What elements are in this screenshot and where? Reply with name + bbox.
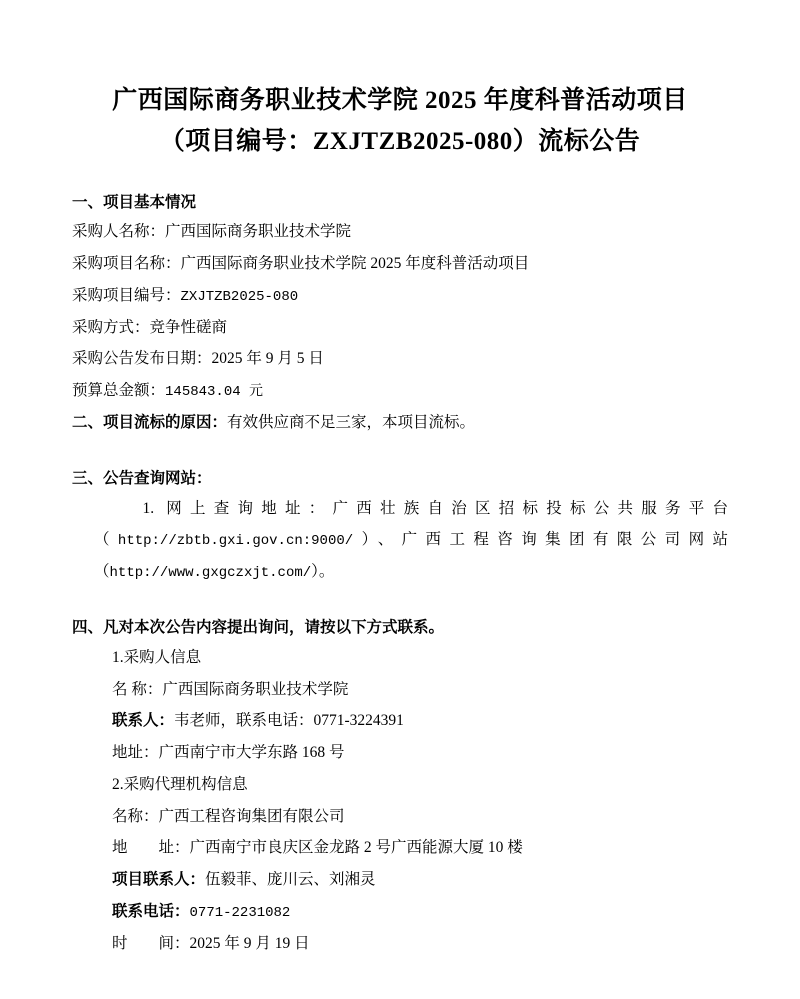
field-procurement-method [72, 312, 728, 344]
section-3-url-b[interactable]: http://www.gxgczxjt.com/ [109, 565, 312, 582]
field-project-name [72, 248, 728, 280]
section-3-text-a: 网上查询地址：广西壮族自治区招标投标公共服务平台（ [94, 499, 728, 549]
section-2-text: 有效供应商不足三家，本项目流标。 [227, 413, 476, 431]
title-line-1: 广西国际商务职业技术学院 2025 年度科普活动项目 [112, 87, 688, 114]
section-3-heading: 三、公告查询网站： [72, 469, 212, 487]
purchaser-contact-label: 联系人： [112, 712, 175, 730]
agency-name-value: 广西工程咨询集团有限公司 [158, 807, 345, 825]
section-3-text-b: ）、广西工程咨询集团有限公司网站（ [94, 531, 728, 581]
section-1-heading: 一、项目基本情况 [72, 193, 197, 211]
agency-phone [72, 896, 728, 928]
agency-date [72, 928, 728, 960]
field-project-number-value: ZXJTZB2025-080 [180, 288, 299, 305]
agency-address-label: 地 址： [112, 839, 190, 857]
purchaser-name-value: 广西国际商务职业技术学院 [162, 680, 349, 698]
field-procurement-method-value: 竞争性磋商 [149, 318, 228, 336]
agency-date-value: 2025 年 9 月 19 日 [189, 934, 310, 952]
section-3-item-number: 1. [142, 499, 155, 517]
agency-name-label: 名称： [112, 807, 159, 825]
field-project-number-label: 采购项目编号： [72, 286, 181, 304]
purchaser-address-label: 地址： [112, 744, 159, 762]
field-purchaser-name [72, 216, 728, 248]
field-budget-total [72, 375, 728, 407]
purchaser-contact [72, 705, 728, 737]
field-project-name-label: 采购项目名称： [72, 255, 181, 273]
section-2 [72, 407, 728, 439]
agency-address [72, 832, 728, 864]
field-budget-total-value: 145843.04 元 [165, 384, 264, 401]
field-project-name-value: 广西国际商务职业技术学院 2025 年度科普活动项目 [180, 255, 530, 273]
field-announcement-date-label: 采购公告发布日期： [72, 350, 212, 368]
page-title [72, 80, 728, 163]
purchaser-address-value: 广西南宁市大学东路 168 号 [158, 744, 345, 762]
section-2-heading: 二、项目流标的原因： [72, 413, 228, 431]
section-4-heading: 四、凡对本次公告内容提出询问，请按以下方式联系。 [72, 618, 445, 636]
section-3-text-c: ）。 [311, 563, 335, 581]
agency-phone-label: 联系电话： [112, 902, 190, 920]
agency-info-title: 2.采购代理机构信息 [112, 775, 248, 793]
purchaser-name-label: 名 称： [112, 680, 163, 698]
section-3-url-a[interactable]: http://zbtb.gxi.gov.cn:9000/ [117, 533, 354, 550]
agency-name [72, 801, 728, 833]
agency-phone-value: 0771-2231082 [189, 904, 291, 921]
field-announcement-date [72, 343, 728, 375]
field-announcement-date-value: 2025 年 9 月 5 日 [211, 350, 324, 368]
field-procurement-method-label: 采购方式： [72, 318, 150, 336]
field-project-number [72, 280, 728, 312]
agency-address-value: 广西南宁市良庆区金龙路 2 号广西能源大厦 10 楼 [189, 839, 523, 857]
title-line-2: （项目编号：ZXJTZB2025-080）流标公告 [159, 128, 641, 156]
section-3-item-1 [72, 493, 728, 588]
field-budget-total-label: 预算总金额： [72, 382, 166, 400]
agency-project-contact [72, 864, 728, 896]
field-purchaser-name-value: 广西国际商务职业技术学院 [165, 223, 352, 241]
purchaser-address [72, 737, 728, 769]
field-purchaser-name-label: 采购人名称： [72, 223, 166, 241]
purchaser-name [72, 674, 728, 706]
purchaser-info-title: 1.采购人信息 [112, 648, 202, 666]
purchaser-contact-value: 韦老师，联系电话：0771-3224391 [174, 712, 404, 730]
agency-project-contact-value: 伍毅菲、庞川云、刘湘灵 [205, 871, 376, 889]
agency-project-contact-label: 项目联系人： [112, 871, 206, 889]
agency-date-label: 时 间： [112, 934, 190, 952]
